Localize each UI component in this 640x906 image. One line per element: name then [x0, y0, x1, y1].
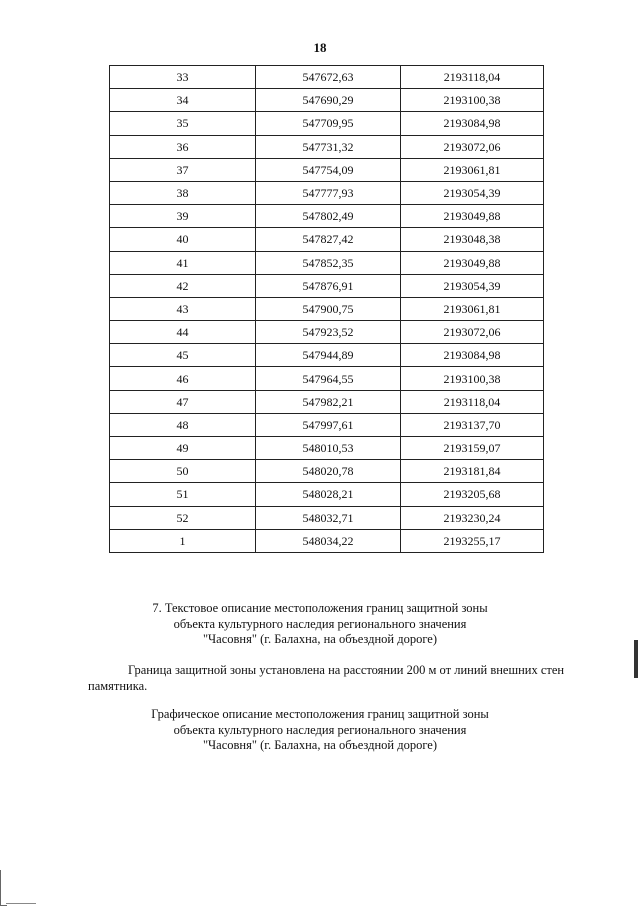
y-coordinate-cell: 2193084,98: [401, 344, 544, 367]
y-coordinate-cell: 2193159,07: [401, 437, 544, 460]
point-number-cell: 50: [110, 460, 256, 483]
x-coordinate-cell: 547923,52: [256, 321, 401, 344]
table-row: [110, 390, 544, 413]
point-number-cell: 36: [110, 135, 256, 158]
graphic-heading-line-2: объекта культурного наследия регионального значения: [173, 722, 467, 737]
table-row: [110, 344, 544, 367]
point-number-cell: 45: [110, 344, 256, 367]
scan-artifact-right: [634, 640, 638, 678]
y-coordinate-cell: 2193118,04: [401, 66, 544, 89]
x-coordinate-cell: 547982,21: [256, 390, 401, 413]
point-number-cell: 51: [110, 483, 256, 506]
x-coordinate-cell: 547827,42: [256, 228, 401, 251]
point-number-cell: 34: [110, 89, 256, 112]
x-coordinate-cell: 547944,89: [256, 344, 401, 367]
boundary-paragraph-line-1: Граница защитной зоны установлена на расстоянии 200 м от линий внешних стен: [128, 663, 565, 677]
x-coordinate-cell: 547690,29: [256, 89, 401, 112]
table-row: [110, 158, 544, 181]
table-row: [110, 437, 544, 460]
x-coordinate-cell: 548034,22: [256, 529, 401, 552]
y-coordinate-cell: 2193054,39: [401, 274, 544, 297]
x-coordinate-cell: 548010,53: [256, 437, 401, 460]
point-number-cell: 1: [110, 529, 256, 552]
y-coordinate-cell: 2193054,39: [401, 181, 544, 204]
point-number-cell: 49: [110, 437, 256, 460]
point-number-cell: 48: [110, 413, 256, 436]
x-coordinate-cell: 547876,91: [256, 274, 401, 297]
x-coordinate-cell: 547777,93: [256, 181, 401, 204]
boundary-paragraph-line-2: памятника.: [88, 679, 148, 693]
table-row: [110, 274, 544, 297]
point-number-cell: 35: [110, 112, 256, 135]
y-coordinate-cell: 2193181,84: [401, 460, 544, 483]
y-coordinate-cell: 2193100,38: [401, 367, 544, 390]
y-coordinate-cell: 2193048,38: [401, 228, 544, 251]
y-coordinate-cell: 2193072,06: [401, 321, 544, 344]
x-coordinate-cell: 547900,75: [256, 297, 401, 320]
y-coordinate-cell: 2193230,24: [401, 506, 544, 529]
section-7-heading-line-1: 7. Текстовое описание местоположения границ защитной зоны: [152, 601, 488, 615]
y-coordinate-cell: 2193255,17: [401, 529, 544, 552]
table-row: [110, 367, 544, 390]
x-coordinate-cell: 547802,49: [256, 205, 401, 228]
y-coordinate-cell: 2193061,81: [401, 158, 544, 181]
table-row: [110, 460, 544, 483]
table-row: [110, 181, 544, 204]
boundary-paragraph: [88, 662, 574, 694]
x-coordinate-cell: 548032,71: [256, 506, 401, 529]
y-coordinate-cell: 2193049,88: [401, 205, 544, 228]
table-row: [110, 506, 544, 529]
section-7-heading-line-2: объекта культурного наследия регионального значения: [173, 616, 467, 631]
point-number-cell: 42: [110, 274, 256, 297]
x-coordinate-cell: 547754,09: [256, 158, 401, 181]
point-number-cell: 37: [110, 158, 256, 181]
point-number-cell: 40: [110, 228, 256, 251]
x-coordinate-cell: 547709,95: [256, 112, 401, 135]
point-number-cell: 41: [110, 251, 256, 274]
x-coordinate-cell: 548020,78: [256, 460, 401, 483]
x-coordinate-cell: 547672,63: [256, 66, 401, 89]
coordinates-table-body: [110, 66, 544, 553]
x-coordinate-cell: 547731,32: [256, 135, 401, 158]
y-coordinate-cell: 2193205,68: [401, 483, 544, 506]
point-number-cell: 39: [110, 205, 256, 228]
section-7-heading-line-3: "Часовня" (г. Балахна, на объездной дороге): [202, 632, 438, 646]
x-coordinate-cell: 548028,21: [256, 483, 401, 506]
point-number-cell: 44: [110, 321, 256, 344]
graphic-description-heading: [0, 707, 640, 754]
point-number-cell: 38: [110, 181, 256, 204]
graphic-heading-line-3: "Часовня" (г. Балахна, на объездной дороге): [202, 738, 438, 752]
y-coordinate-cell: 2193118,04: [401, 390, 544, 413]
table-row: [110, 321, 544, 344]
x-coordinate-cell: 547852,35: [256, 251, 401, 274]
scan-artifact-left: [0, 870, 7, 906]
table-row: [110, 66, 544, 89]
point-number-cell: 43: [110, 297, 256, 320]
x-coordinate-cell: 547964,55: [256, 367, 401, 390]
point-number-cell: 33: [110, 66, 256, 89]
y-coordinate-cell: 2193072,06: [401, 135, 544, 158]
scan-artifact-bottom: [6, 903, 36, 904]
point-number-cell: 47: [110, 390, 256, 413]
table-row: [110, 297, 544, 320]
x-coordinate-cell: 547997,61: [256, 413, 401, 436]
y-coordinate-cell: 2193084,98: [401, 112, 544, 135]
table-row: [110, 112, 544, 135]
table-row: [110, 89, 544, 112]
y-coordinate-cell: 2193061,81: [401, 297, 544, 320]
point-number-cell: 46: [110, 367, 256, 390]
y-coordinate-cell: 2193100,38: [401, 89, 544, 112]
section-7-heading: [0, 601, 640, 648]
table-row: [110, 135, 544, 158]
point-number-cell: 52: [110, 506, 256, 529]
page-number: 18: [313, 40, 327, 55]
y-coordinate-cell: 2193049,88: [401, 251, 544, 274]
coordinates-table: [109, 65, 544, 553]
table-row: [110, 529, 544, 552]
y-coordinate-cell: 2193137,70: [401, 413, 544, 436]
graphic-heading-line-1: Графическое описание местоположения границ защитной зоны: [151, 707, 489, 721]
table-row: [110, 205, 544, 228]
table-row: [110, 228, 544, 251]
table-row: [110, 413, 544, 436]
table-row: [110, 251, 544, 274]
table-row: [110, 483, 544, 506]
